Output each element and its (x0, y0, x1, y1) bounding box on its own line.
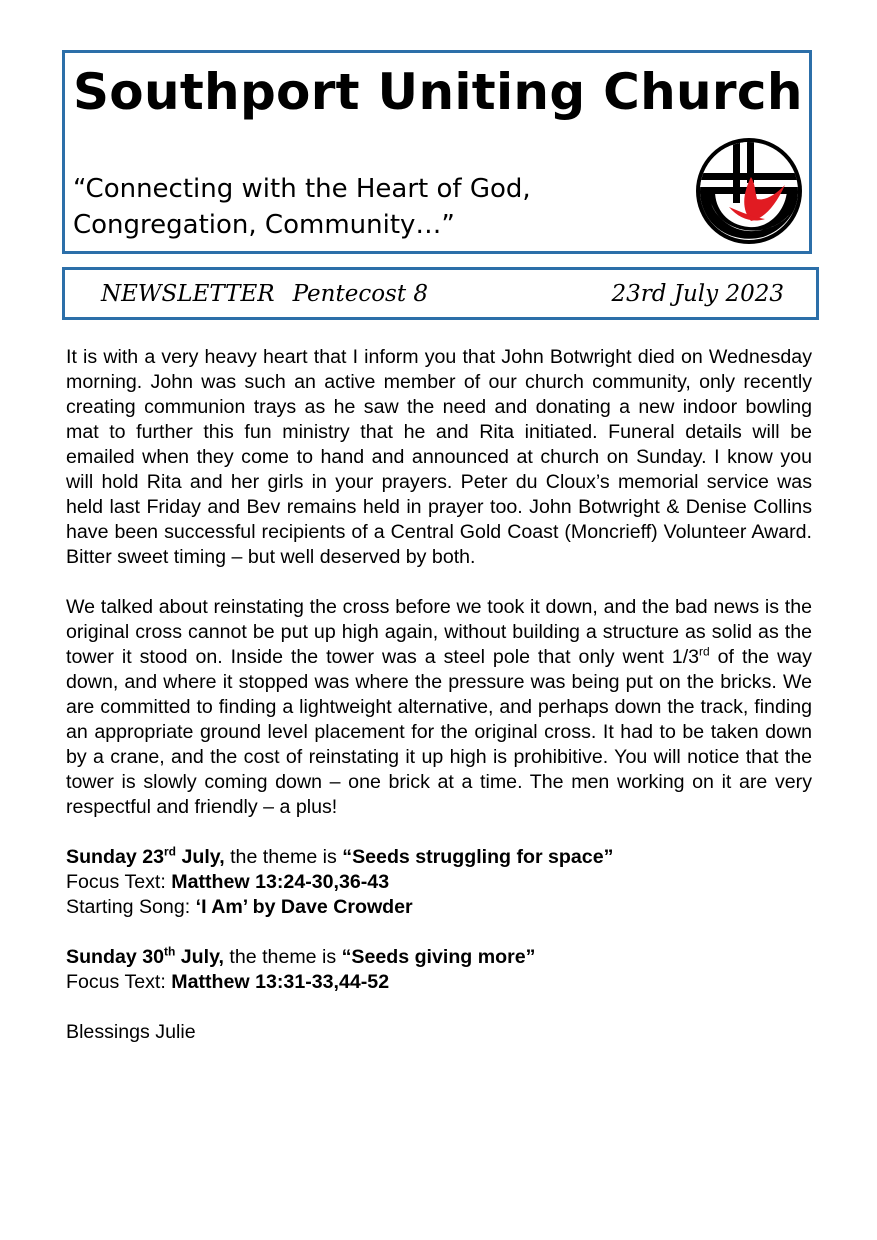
starting-song: ‘I Am’ by Dave Crowder (195, 896, 413, 918)
service-theme-line (66, 945, 812, 970)
focus-label: Focus Text: (66, 871, 172, 893)
theme-intro: the theme is (224, 846, 343, 868)
newsletter-body (66, 345, 812, 1045)
theme-intro: the theme is (223, 946, 342, 968)
newsletter-date: 23rd July 2023 (611, 281, 784, 307)
focus-text-line (66, 970, 812, 995)
paragraph-2-text-b: of the way down, and where it stopped was where the pressure was being put on the bricks. We are committed to finding a lightweight alternative, and perhaps down the track, finding an appropriate ground level placement for the original cross. It had to be taken down by a crane, and the cost of reinstating it up high is prohibitive. You will notice that the tower is slowly coming down – one brick at a time. The men working on it are very respectful and friendly – a plus! (66, 646, 812, 818)
service-date (66, 946, 224, 968)
superscript: rd (699, 644, 710, 659)
paragraph-2-text-a: We talked about reinstating the cross before we took it down, and the bad news is the original cross cannot be put up high again, without building a structure as solid as the tower it stood on. Inside the tower was a steel pole that only went 1/3 (66, 596, 812, 668)
starting-song-line (66, 895, 812, 920)
service-sunday-2 (66, 945, 812, 995)
service-theme: “Seeds giving more” (341, 946, 536, 968)
service-sunday-1 (66, 845, 812, 920)
service-date (66, 846, 225, 868)
superscript: th (164, 944, 176, 959)
focus-text: Matthew 13:24-30,36-43 (171, 871, 390, 893)
motto-line-2: Congregation, Community…” (73, 210, 455, 240)
focus-label: Focus Text: (66, 971, 172, 993)
newsletter-banner (62, 267, 819, 320)
newsletter-occasion: Pentecost 8 (292, 281, 429, 307)
paragraph-2 (66, 595, 812, 820)
paragraph-1: It is with a very heavy heart that I inform you that John Botwright died on Wednesday morning. John was such an active member of our church community, only recently creating communion trays as he saw the need and donating a new indoor bowling mat to further this fun ministry that he and Rita initiated. Funeral details will be emailed when they come to hand and announced at church on Sunday. I know you will hold Rita and her girls in your prayers. Peter du Cloux’s memorial service was held last Friday and Bev remains held in prayer too. John Botwright & Denise Collins have been successful recipients of a Central Gold Coast (Moncrieff) Volunteer Award. Bitter sweet timing – but well deserved by both. (66, 346, 812, 568)
newsletter-title (101, 281, 428, 307)
uniting-church-logo-icon (691, 133, 807, 249)
motto-line-1: “Connecting with the Heart of God, (73, 174, 531, 204)
signoff: Blessings Julie (66, 1021, 196, 1043)
service-month: July, (175, 946, 224, 968)
service-theme-line (66, 845, 812, 870)
newsletter-label: NEWSLETTER (101, 281, 275, 307)
masthead (62, 50, 812, 254)
church-name: Southport Uniting Church (73, 63, 803, 121)
service-day: Sunday 30 (66, 946, 165, 968)
focus-text-line (66, 870, 812, 895)
superscript: rd (164, 844, 177, 859)
song-label: Starting Song: (66, 896, 196, 918)
focus-text: Matthew 13:31-33,44-52 (171, 971, 390, 993)
service-day: Sunday 23 (66, 846, 165, 868)
service-month: July, (176, 846, 225, 868)
church-motto (73, 171, 531, 243)
service-theme: “Seeds struggling for space” (342, 846, 614, 868)
